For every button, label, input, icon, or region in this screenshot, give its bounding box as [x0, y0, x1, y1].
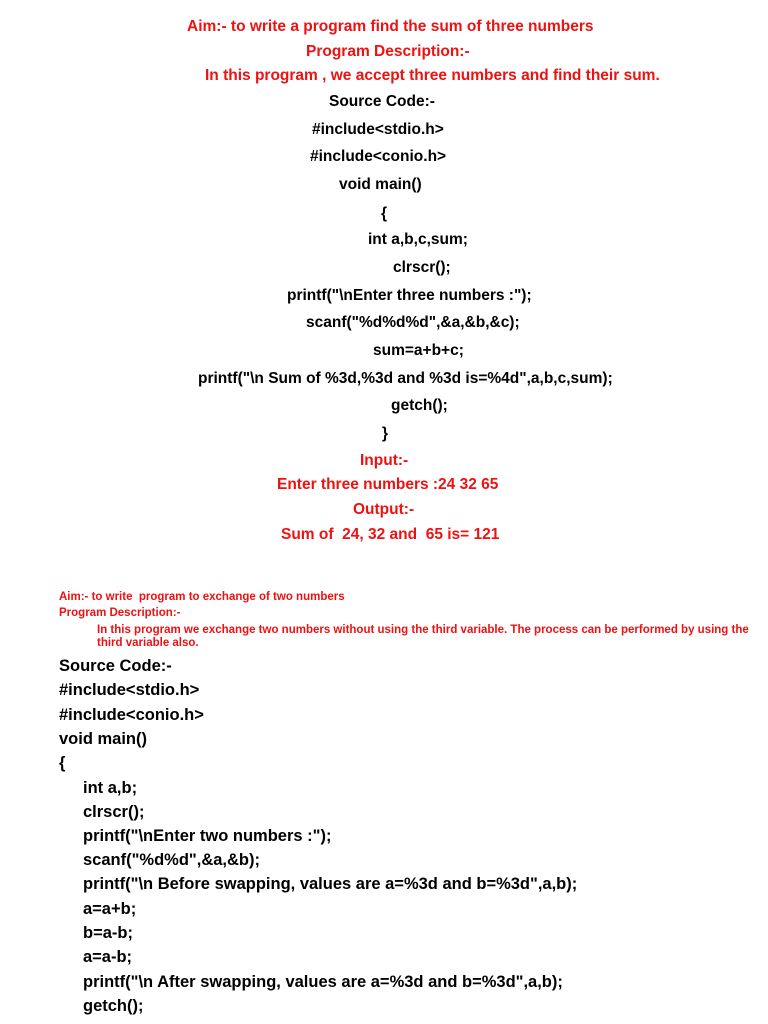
program1-code-line: #include<stdio.h>: [312, 121, 444, 138]
program1-desc-text: In this program , we accept three numbers and find their sum.: [205, 67, 660, 84]
program1-code-line: printf("\n Sum of %3d,%3d and %3d is=%4d",a,b,c,sum);: [198, 370, 613, 387]
program2-code-line: a=a-b;: [83, 948, 133, 966]
program2-code-line: int a,b;: [83, 779, 138, 797]
program2-source-heading: Source Code:-: [59, 657, 172, 675]
program1-code-line: printf("\nEnter three numbers :");: [287, 287, 532, 304]
program2-aim: Aim:- to write program to exchange of two numbers: [59, 591, 345, 603]
program2-desc-paragraph: In this program we exchange two numbers without using the third variable. The process can be performed by using the third variable also.: [97, 624, 749, 649]
program2-code-line: {: [59, 754, 66, 772]
program1-code-line: scanf("%d%d%d",&a,&b,&c);: [306, 314, 520, 331]
program1-input-heading: Input:-: [360, 452, 409, 469]
program1-code-line: }: [382, 425, 389, 442]
program1-desc-heading: Program Description:-: [306, 43, 470, 60]
program1-input-text: Enter three numbers :24 32 65: [277, 476, 499, 493]
program1-code-line: sum=a+b+c;: [373, 342, 464, 359]
program2-code-line: #include<conio.h>: [59, 706, 204, 724]
program2-code-line: a=a+b;: [83, 900, 137, 918]
program1-output-text: Sum of 24, 32 and 65 is= 121: [281, 526, 500, 543]
program1-code-line: #include<conio.h>: [310, 148, 447, 165]
program2-code-line: printf("\n Before swapping, values are a=%3d and b=%3d",a,b);: [83, 875, 578, 893]
program2-code-line: #include<stdio.h>: [59, 681, 200, 699]
program1-code-line: clrscr();: [393, 259, 451, 276]
program1-code-line: int a,b,c,sum;: [368, 231, 468, 248]
program1-aim: Aim:- to write a program find the sum of three numbers: [187, 18, 594, 35]
program2-desc-text: [83, 624, 753, 650]
program2-code-line: getch();: [83, 997, 144, 1015]
program1-source-heading: Source Code:-: [329, 93, 435, 110]
program2-code-line: b=a-b;: [83, 924, 133, 942]
program1-code-line: void main(): [339, 176, 422, 193]
program2-code-line: clrscr();: [83, 803, 145, 821]
program1-code-line: {: [381, 205, 388, 222]
program2-code-line: void main(): [59, 730, 148, 748]
program2-code-line: printf("\n After swapping, values are a=%3d and b=%3d",a,b);: [83, 973, 563, 991]
program2-code-line: printf("\nEnter two numbers :");: [83, 827, 332, 845]
program1-output-heading: Output:-: [353, 501, 415, 518]
program2-code-line: scanf("%d%d",&a,&b);: [83, 851, 260, 869]
program2-desc-heading: Program Description:-: [59, 607, 181, 619]
program1-code-line: getch();: [391, 397, 448, 414]
